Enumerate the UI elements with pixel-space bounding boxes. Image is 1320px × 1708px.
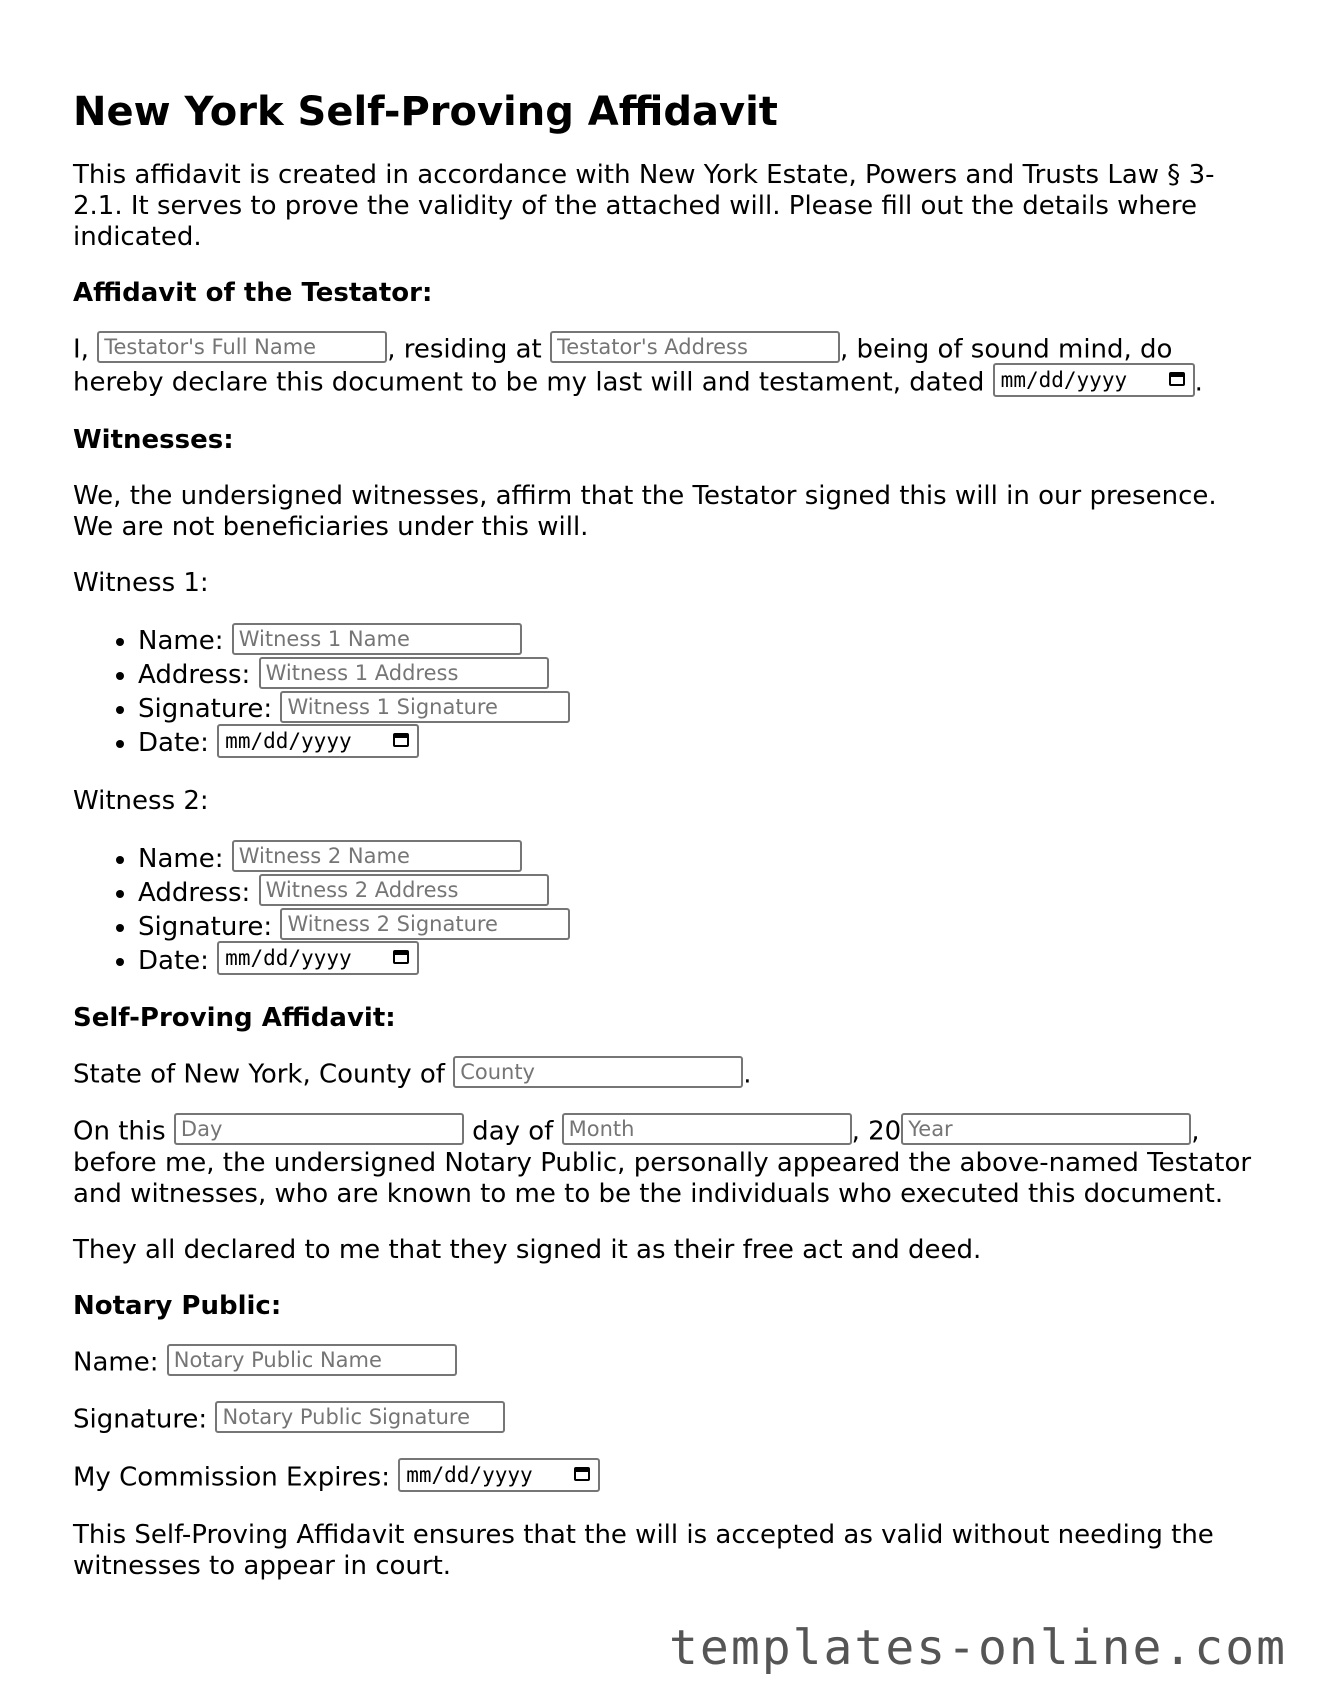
name-label: Name: [138,843,232,874]
declared-paragraph: They all declared to me that they signed it as their free act and deed. [73,1235,982,1265]
date-placeholder: mm/dd/yyyy [225,946,352,970]
testator-date-input[interactable] [993,363,1195,397]
witness-1-name-input[interactable] [232,623,522,655]
witness-2-list [73,842,1253,979]
witness-1-signature-item [138,692,1253,726]
date-label: Date: [138,728,218,758]
calendar-icon[interactable] [393,950,409,964]
witness-1-label: Witness 1: [73,568,209,598]
notary-name-label: Name: [73,1347,167,1378]
testator-text-sound-mind: , being of sound mind, do hereby declare this document to be my last will and testament, dated [73,334,1173,398]
witness-2-name-input[interactable] [232,840,522,872]
signature-label: Signature: [138,911,281,942]
intro-paragraph: This affidavit is created in accordance with New York Estate, Powers and Trusts Law § 3-2.1. It serves to prove the validity of the attached will. Please fill out the details where indicated. [73,160,1215,252]
county-line [73,1059,1253,1091]
testator-name-input[interactable] [97,331,387,363]
calendar-icon[interactable] [574,1467,590,1481]
notary-signature-label: Signature: [73,1404,216,1435]
witness-1-list [73,624,1253,761]
testator-declaration [73,334,1253,400]
witness-1-date-item [138,726,1253,761]
on-this-text: On this [73,1116,174,1147]
notary-signature-input[interactable] [215,1401,505,1433]
day-input[interactable] [174,1113,464,1145]
month-input[interactable] [562,1113,852,1145]
testator-heading: Affidavit of the Testator: [73,278,433,308]
witness-2-signature-item [138,910,1253,944]
witnesses-statement: We, the undersigned witnesses, affirm that the Testator signed this will in our presence. We are not beneficiaries under this will. [73,481,1217,542]
address-label: Address: [138,877,259,908]
closing-paragraph: This Self-Proving Affidavit ensures that the will is accepted as valid without needing the witnesses to appear in court. [73,1520,1214,1581]
watermark: templates-online.com [669,1620,1287,1676]
calendar-icon[interactable] [1169,372,1185,386]
testator-text-i: I, [73,334,98,365]
notary-name-line [73,1347,1253,1379]
year-prefix-text: , 20 [851,1116,902,1147]
testator-text-residing: , residing at [387,334,550,365]
witness-2-date-item [138,944,1253,979]
testator-address-input[interactable] [550,331,840,363]
year-input[interactable] [901,1113,1191,1145]
date-placeholder: mm/dd/yyyy [406,1463,533,1487]
state-text: State of New York, County of [73,1059,454,1090]
witness-1-signature-input[interactable] [280,691,570,723]
witnesses-heading: Witnesses: [73,425,234,455]
commission-date-input[interactable] [398,1458,600,1492]
witness-1-address-item [138,658,1253,692]
name-label: Name: [138,626,232,656]
commission-line [73,1461,1253,1495]
witness-2-label: Witness 2: [73,785,209,816]
witness-2-address-input[interactable] [259,874,549,906]
commission-label: My Commission Expires: [73,1462,399,1493]
date-label: Date: [138,945,218,976]
page-title: New York Self-Proving Affidavit [73,89,778,135]
appeared-text: , before me, the undersigned Notary Public, personally appeared the above-named Testator and witnesses, who are known to me to be the individuals who executed this document. [73,1116,1252,1209]
state-end: . [743,1059,752,1090]
witness-2-address-item [138,876,1253,910]
notary-signature-line [73,1404,1253,1436]
witness-1-address-input[interactable] [259,657,549,689]
calendar-icon[interactable] [393,733,409,747]
self-proving-heading: Self-Proving Affidavit: [73,1003,396,1033]
county-input[interactable] [453,1056,743,1088]
appearance-paragraph [73,1116,1253,1210]
signature-label: Signature: [138,694,281,724]
witness-1-date-input[interactable] [217,724,419,758]
witness-1-name-item [138,624,1253,658]
day-of-text: day of [463,1116,562,1147]
testator-text-end: . [1194,367,1203,398]
notary-heading: Notary Public: [73,1291,282,1321]
date-placeholder: mm/dd/yyyy [1000,368,1128,392]
address-label: Address: [138,660,259,690]
witness-2-signature-input[interactable] [280,908,570,940]
witness-2-date-input[interactable] [217,941,419,975]
date-placeholder: mm/dd/yyyy [225,728,352,753]
notary-name-input[interactable] [167,1344,457,1376]
witness-2-name-item [138,842,1253,876]
document-page [73,88,1253,1607]
